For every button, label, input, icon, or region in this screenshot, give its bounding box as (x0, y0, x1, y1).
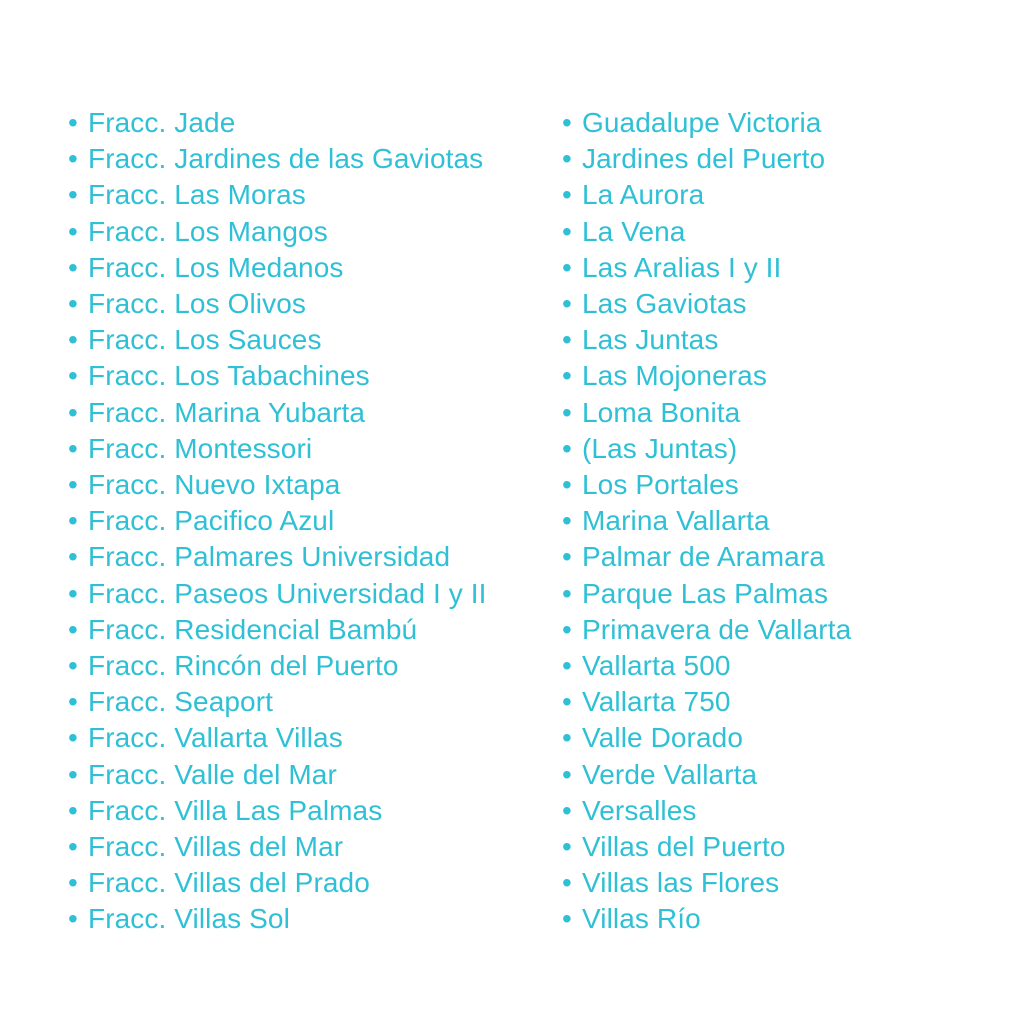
bullet-icon: • (562, 505, 572, 537)
bullet-icon: • (562, 107, 572, 138)
bullet-icon: • (68, 831, 78, 863)
list-item-label: Fracc. Palmares Universidad (88, 541, 451, 573)
bullet-icon: • (68, 794, 78, 826)
list-item[interactable] (62, 141, 556, 177)
bullet-icon: • (68, 143, 78, 175)
list-item-label: Fracc. Villas Sol (88, 903, 290, 935)
bullet-icon: • (68, 867, 78, 899)
bullet-icon: • (68, 686, 78, 718)
list-item[interactable] (556, 503, 1024, 539)
list-item[interactable] (62, 503, 556, 539)
list-item-label: Villas Río (582, 903, 701, 935)
list-item[interactable] (556, 684, 1024, 720)
list-item-label: Fracc. Residencial Bambú (88, 613, 418, 645)
bullet-icon: • (562, 758, 572, 790)
list-item-label: Fracc. Los Medanos (88, 251, 344, 283)
list-item[interactable] (62, 214, 556, 250)
list-item-label: Las Juntas (582, 324, 719, 356)
bullet-icon: • (68, 179, 78, 211)
list-item[interactable] (62, 684, 556, 720)
list-item-label: Fracc. Los Sauces (88, 324, 322, 356)
list-item-label: Guadalupe Victoria (582, 107, 822, 138)
list-item[interactable] (556, 141, 1024, 177)
list-item-label: Fracc. Villas del Prado (88, 867, 370, 899)
left-column (0, 105, 556, 938)
bullet-icon: • (562, 288, 572, 320)
list-item-label: Fracc. Vallarta Villas (88, 722, 343, 754)
bullet-icon: • (68, 722, 78, 754)
list-item[interactable] (62, 901, 556, 937)
list-item[interactable] (556, 901, 1024, 937)
bullet-icon: • (562, 143, 572, 175)
list-item-label: Primavera de Vallarta (582, 613, 852, 645)
bullet-icon: • (68, 432, 78, 464)
list-item[interactable] (556, 105, 1024, 141)
list-item-label: Fracc. Villa Las Palmas (88, 794, 383, 826)
list-item-label: Las Gaviotas (582, 288, 747, 320)
bullet-icon: • (68, 360, 78, 392)
list-item[interactable] (62, 177, 556, 213)
bullet-icon: • (68, 541, 78, 573)
list-item[interactable] (62, 286, 556, 322)
list-item[interactable] (556, 214, 1024, 250)
list-item[interactable] (62, 829, 556, 865)
list-item-label: Versalles (582, 794, 697, 826)
list-item[interactable] (62, 757, 556, 793)
list-item-label: Las Aralias I y II (582, 251, 782, 283)
bullet-icon: • (68, 613, 78, 645)
bullet-icon: • (562, 903, 572, 935)
bullet-icon: • (68, 215, 78, 247)
list-item[interactable] (556, 177, 1024, 213)
right-column (556, 105, 1024, 938)
list-item-label: Los Portales (582, 469, 739, 501)
list-item[interactable] (556, 757, 1024, 793)
list-item[interactable] (556, 793, 1024, 829)
list-item-label: Verde Vallarta (582, 758, 758, 790)
bullet-icon: • (68, 505, 78, 537)
list-item-label: Fracc. Montessori (88, 432, 313, 464)
list-item-label: Fracc. Jardines de las Gaviotas (88, 143, 484, 175)
list-item-label: Vallarta 500 (582, 650, 731, 682)
list-item[interactable] (62, 865, 556, 901)
bullet-icon: • (68, 469, 78, 501)
bullet-icon: • (562, 360, 572, 392)
list-item-label: Fracc. Los Mangos (88, 215, 328, 247)
list-item-label: Palmar de Aramara (582, 541, 825, 573)
bullet-icon: • (562, 613, 572, 645)
bullet-icon: • (562, 469, 572, 501)
bullet-icon: • (68, 758, 78, 790)
bullet-icon: • (562, 251, 572, 283)
bullet-icon: • (68, 903, 78, 935)
list-item[interactable] (556, 395, 1024, 431)
list-item-label: Vallarta 750 (582, 686, 731, 718)
list-item-label: Parque Las Palmas (582, 577, 829, 609)
list-item[interactable] (556, 286, 1024, 322)
list-item[interactable] (556, 648, 1024, 684)
list-item[interactable] (62, 250, 556, 286)
list-item-label: Jardines del Puerto (582, 143, 826, 175)
list-item-label: Fracc. Marina Yubarta (88, 396, 366, 428)
bullet-icon: • (562, 722, 572, 754)
list-item[interactable] (556, 539, 1024, 575)
bullet-icon: • (562, 577, 572, 609)
bullet-icon: • (68, 107, 78, 138)
bullet-icon: • (562, 794, 572, 826)
bullet-icon: • (562, 215, 572, 247)
list-item-label: Fracc. Pacifico Azul (88, 505, 335, 537)
list-item-label: Fracc. Nuevo Ixtapa (88, 469, 341, 501)
bullet-icon: • (562, 686, 572, 718)
list-item[interactable] (62, 322, 556, 358)
bullet-icon: • (562, 650, 572, 682)
list-item[interactable] (62, 395, 556, 431)
list-item[interactable] (62, 576, 556, 612)
list-item[interactable] (556, 431, 1024, 467)
bullet-icon: • (562, 867, 572, 899)
list-item[interactable] (62, 358, 556, 394)
list-item-label: (Las Juntas) (582, 432, 738, 464)
list-item-label: Fracc. Rincón del Puerto (88, 650, 399, 682)
bullet-icon: • (562, 831, 572, 863)
neighborhood-lists (0, 105, 1024, 938)
bullet-icon: • (68, 577, 78, 609)
list-item-label: Fracc. Jade (88, 107, 236, 138)
list-item[interactable] (556, 612, 1024, 648)
list-item[interactable] (62, 720, 556, 756)
list-item[interactable] (62, 105, 556, 141)
list-item[interactable] (556, 322, 1024, 358)
list-item-label: Fracc. Los Olivos (88, 288, 306, 320)
list-item[interactable] (62, 431, 556, 467)
bullet-icon: • (562, 396, 572, 428)
list-item[interactable] (556, 865, 1024, 901)
bullet-icon: • (68, 650, 78, 682)
bullet-icon: • (562, 324, 572, 356)
list-item-label: Valle Dorado (582, 722, 743, 754)
list-item-label: La Aurora (582, 179, 705, 211)
bullet-icon: • (68, 288, 78, 320)
list-item-label: Fracc. Paseos Universidad I y II (88, 577, 487, 609)
list-item[interactable] (556, 829, 1024, 865)
list-item-label: Fracc. Villas del Mar (88, 831, 344, 863)
list-item-label: Fracc. Seaport (88, 686, 274, 718)
list-item[interactable] (556, 720, 1024, 756)
list-item-label: La Vena (582, 215, 686, 247)
left-column-list (62, 105, 556, 938)
list-item-label: Villas las Flores (582, 867, 780, 899)
list-item[interactable] (62, 793, 556, 829)
list-item[interactable] (556, 250, 1024, 286)
bullet-icon: • (562, 432, 572, 464)
list-item[interactable] (556, 358, 1024, 394)
list-item-label: Fracc. Las Moras (88, 179, 306, 211)
list-item[interactable] (556, 576, 1024, 612)
list-item-label: Fracc. Valle del Mar (88, 758, 337, 790)
list-item[interactable] (62, 612, 556, 648)
list-item-label: Marina Vallarta (582, 505, 770, 537)
list-item[interactable] (62, 648, 556, 684)
right-column-list (556, 105, 1024, 938)
list-item-label: Villas del Puerto (582, 831, 786, 863)
list-item-label: Loma Bonita (582, 396, 741, 428)
list-item-label: Las Mojoneras (582, 360, 767, 392)
bullet-icon: • (68, 396, 78, 428)
bullet-icon: • (68, 324, 78, 356)
list-item[interactable] (62, 467, 556, 503)
bullet-icon: • (562, 541, 572, 573)
list-item[interactable] (62, 539, 556, 575)
bullet-icon: • (68, 251, 78, 283)
bullet-icon: • (562, 179, 572, 211)
list-item-label: Fracc. Los Tabachines (88, 360, 370, 392)
list-item[interactable] (556, 467, 1024, 503)
